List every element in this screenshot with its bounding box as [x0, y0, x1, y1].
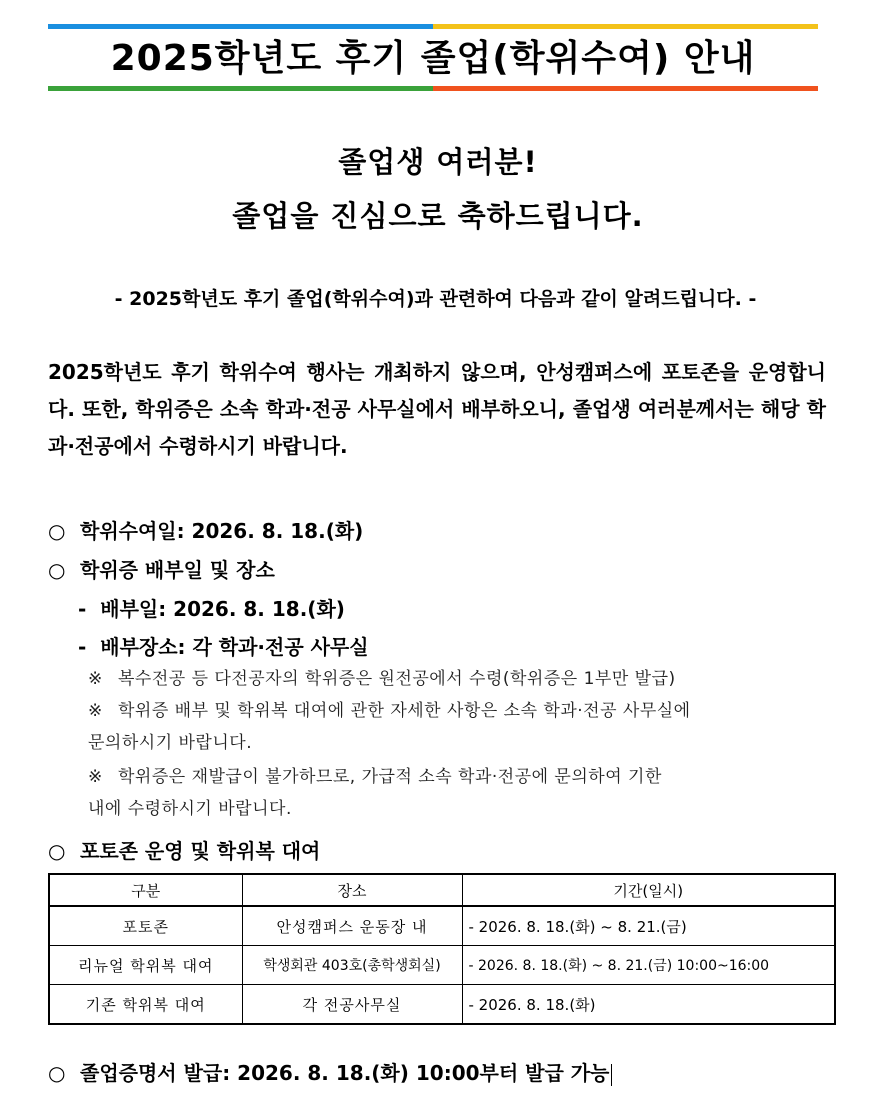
greeting-line-2: 졸업을 진심으로 축하드립니다.	[232, 199, 644, 233]
diploma-section-text: 학위증 배부일 및 장소	[80, 558, 275, 582]
note-text: 학위증 배부 및 학위복 대여에 관한 자세한 사항은 소속 학과·전공 사무실에	[118, 701, 691, 721]
note-text: 복수전공 등 다전공자의 학위증은 원전공에서 수령(학위증은 1부만 발급)	[118, 669, 676, 689]
dash-marker: -	[78, 635, 87, 659]
photozone-rental-table	[48, 873, 836, 1025]
intro-paragraph: 2025학년도 후기 학위수여 행사는 개최하지 않으며, 안성캠퍼스에 포토존을 운영합니다. 또한, 학위증은 소속 학과·전공 사무실에서 배부하오니, 졸업생 여러분께서는 해당 학과·전공에서 수령하시기 바랍니다.	[48, 360, 826, 458]
column-header-category: 구분	[49, 874, 242, 906]
table-cell-period: - 2026. 8. 18.(화) ~ 8. 21.(금) 10:00~16:00	[462, 946, 835, 985]
note-text: 문의하시기 바랍니다.	[88, 733, 253, 753]
certificate-item	[48, 1057, 612, 1086]
note-text: 내에 수령하시기 바랍니다.	[88, 799, 292, 819]
note-reissue	[88, 762, 818, 793]
bottom-bar-green	[48, 86, 433, 91]
circle-bullet-icon: ○	[48, 558, 66, 582]
reference-mark-icon: ※	[88, 767, 103, 787]
diploma-section-item	[48, 554, 275, 583]
table-cell-category: 포토존	[49, 906, 242, 946]
distribution-date-item	[78, 593, 345, 622]
photozone-section-item	[48, 835, 320, 864]
table-row	[49, 946, 835, 985]
table-cell-location: 안성캠퍼스 운동장 내	[242, 906, 462, 946]
table-header-row	[49, 874, 835, 906]
text-cursor	[611, 1064, 612, 1086]
note-multi-major	[88, 664, 818, 695]
title-bottom-bar	[48, 86, 818, 91]
dash-marker: -	[78, 597, 87, 621]
bottom-bar-orange	[433, 86, 818, 91]
page-title: 2025학년도 후기 졸업(학위수여) 안내	[110, 38, 756, 79]
table-cell-location: 각 전공사무실	[242, 985, 462, 1025]
distribution-place-item	[78, 631, 369, 660]
circle-bullet-icon: ○	[48, 519, 66, 543]
column-header-location: 장소	[242, 874, 462, 906]
photozone-section-text: 포토존 운영 및 학위복 대여	[80, 839, 321, 863]
ceremony-date-text: 학위수여일: 2026. 8. 18.(화)	[80, 519, 364, 543]
circle-bullet-icon: ○	[48, 839, 66, 863]
note-text: 학위증은 재발급이 불가하므로, 가급적 소속 학과·전공에 문의하여 기한	[118, 767, 662, 787]
table-cell-category: 리뉴얼 학위복 대여	[49, 946, 242, 985]
note-inquiry-cont	[88, 728, 818, 759]
distribution-date-text: 배부일: 2026. 8. 18.(화)	[100, 597, 345, 621]
table-cell-location: 학생회관 403호(총학생회실)	[242, 946, 462, 985]
note-reissue-cont	[88, 794, 818, 825]
greeting-line-1: 졸업생 여러분!	[338, 145, 538, 179]
table-row	[49, 985, 835, 1025]
certificate-text: 졸업증명서 발급: 2026. 8. 18.(화) 10:00부터 발급 가능	[80, 1061, 610, 1085]
reference-mark-icon: ※	[88, 701, 103, 721]
note-inquiry	[88, 696, 818, 727]
circle-bullet-icon: ○	[48, 1061, 66, 1085]
column-header-period: 기간(일시)	[462, 874, 835, 906]
table-cell-period: - 2026. 8. 18.(화) ~ 8. 21.(금)	[462, 906, 835, 946]
table-row	[49, 906, 835, 946]
reference-mark-icon: ※	[88, 669, 103, 689]
table-cell-category: 기존 학위복 대여	[49, 985, 242, 1025]
ceremony-date-item	[48, 515, 363, 544]
table-cell-period: - 2026. 8. 18.(화)	[462, 985, 835, 1025]
distribution-place-text: 배부장소: 각 학과·전공 사무실	[100, 635, 369, 659]
subheading: - 2025학년도 후기 졸업(학위수여)과 관련하여 다음과 같이 알려드립니다. -	[114, 288, 757, 310]
